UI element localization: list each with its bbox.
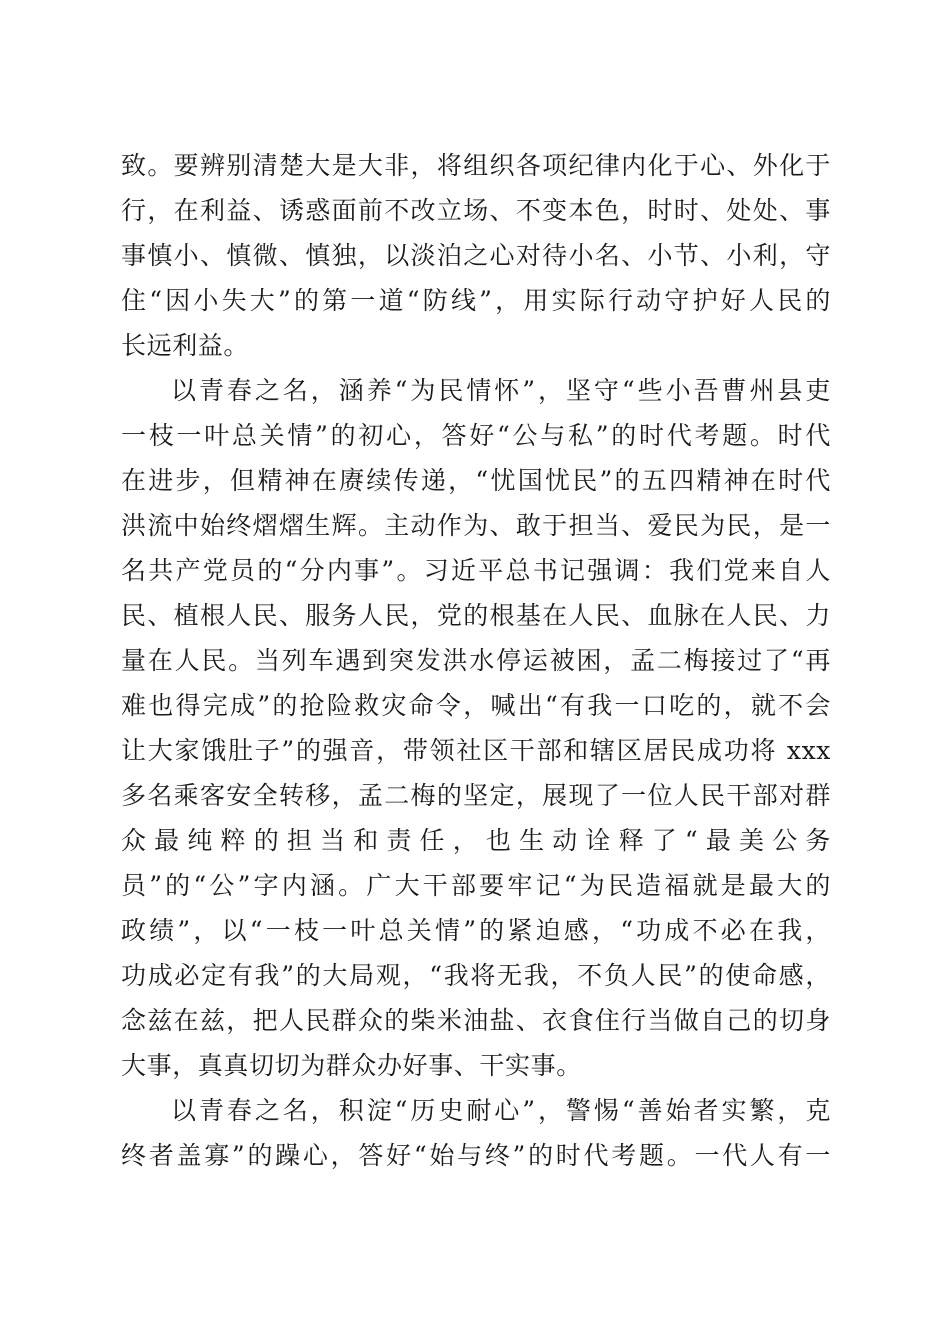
text-line: 功成必定有我”的大局观，“我将无我，不负人民”的使命感， xyxy=(121,961,831,990)
text-line: 致。要辨别清楚大是大非，将组织各项纪律内化于心、外化于 xyxy=(121,151,831,180)
text-line: 终者盖寡”的躁心，答好“始与终”的时代考题。一代人有一 xyxy=(121,1141,831,1170)
text-line: 住“因小失大”的第一道“防线”，用实际行动守护好人民的 xyxy=(121,286,831,315)
text-line: 一枝一叶总关情”的初心，答好“公与私”的时代考题。时代 xyxy=(121,421,831,450)
text-line: 量在人民。当列车遇到突发洪水停运被困，孟二梅接过了“再 xyxy=(121,646,831,675)
text-line: 政绩”，以“一枝一叶总关情”的紧迫感，“功成不必在我， xyxy=(121,916,831,945)
text-line: 事慎小、慎微、慎独，以淡泊之心对待小名、小节、小利，守 xyxy=(121,241,831,270)
text-line: 众最纯粹的担当和责任，也生动诠释了“最美公务 xyxy=(121,826,831,855)
text-line: 洪流中始终熠熠生辉。主动作为、敢于担当、爱民为民，是一 xyxy=(121,511,831,540)
text-line: 让大家饿肚子”的强音，带领社区干部和辖区居民成功将 xxx xyxy=(121,736,831,765)
paragraph-first-line: 以青春之名，涵养“为民情怀”，坚守“些小吾曹州县吏 xyxy=(171,376,831,405)
text-line: 难也得完成”的抢险救灾命令，喊出“有我一口吃的，就不会 xyxy=(121,691,831,720)
text-line: 民、植根人民、服务人民，党的根基在人民、血脉在人民、力 xyxy=(121,601,831,630)
text-line: 名共产党员的“分内事”。习近平总书记强调：我们党来自人 xyxy=(121,556,831,585)
text-line: 行，在利益、诱惑面前不改立场、不变本色，时时、处处、事 xyxy=(121,196,831,225)
text-line: 多名乘客安全转移，孟二梅的坚定，展现了一位人民干部对群 xyxy=(121,781,831,810)
text-line: 长远利益。 xyxy=(121,331,250,360)
text-line: 员”的“公”字内涵。广大干部要牢记“为民造福就是最大的 xyxy=(121,871,831,900)
body-text xyxy=(121,143,831,1178)
paragraph-first-line: 以青春之名，积淀“历史耐心”，警惕“善始者实繁，克 xyxy=(171,1096,831,1125)
text-line: 大事，真真切切为群众办好事、干实事。 xyxy=(121,1051,582,1080)
text-line: 念兹在兹，把人民群众的柴米油盐、衣食住行当做自己的切身 xyxy=(121,1006,831,1035)
text-line: 在进步，但精神在赓续传递，“忧国忧民”的五四精神在时代 xyxy=(121,466,831,495)
